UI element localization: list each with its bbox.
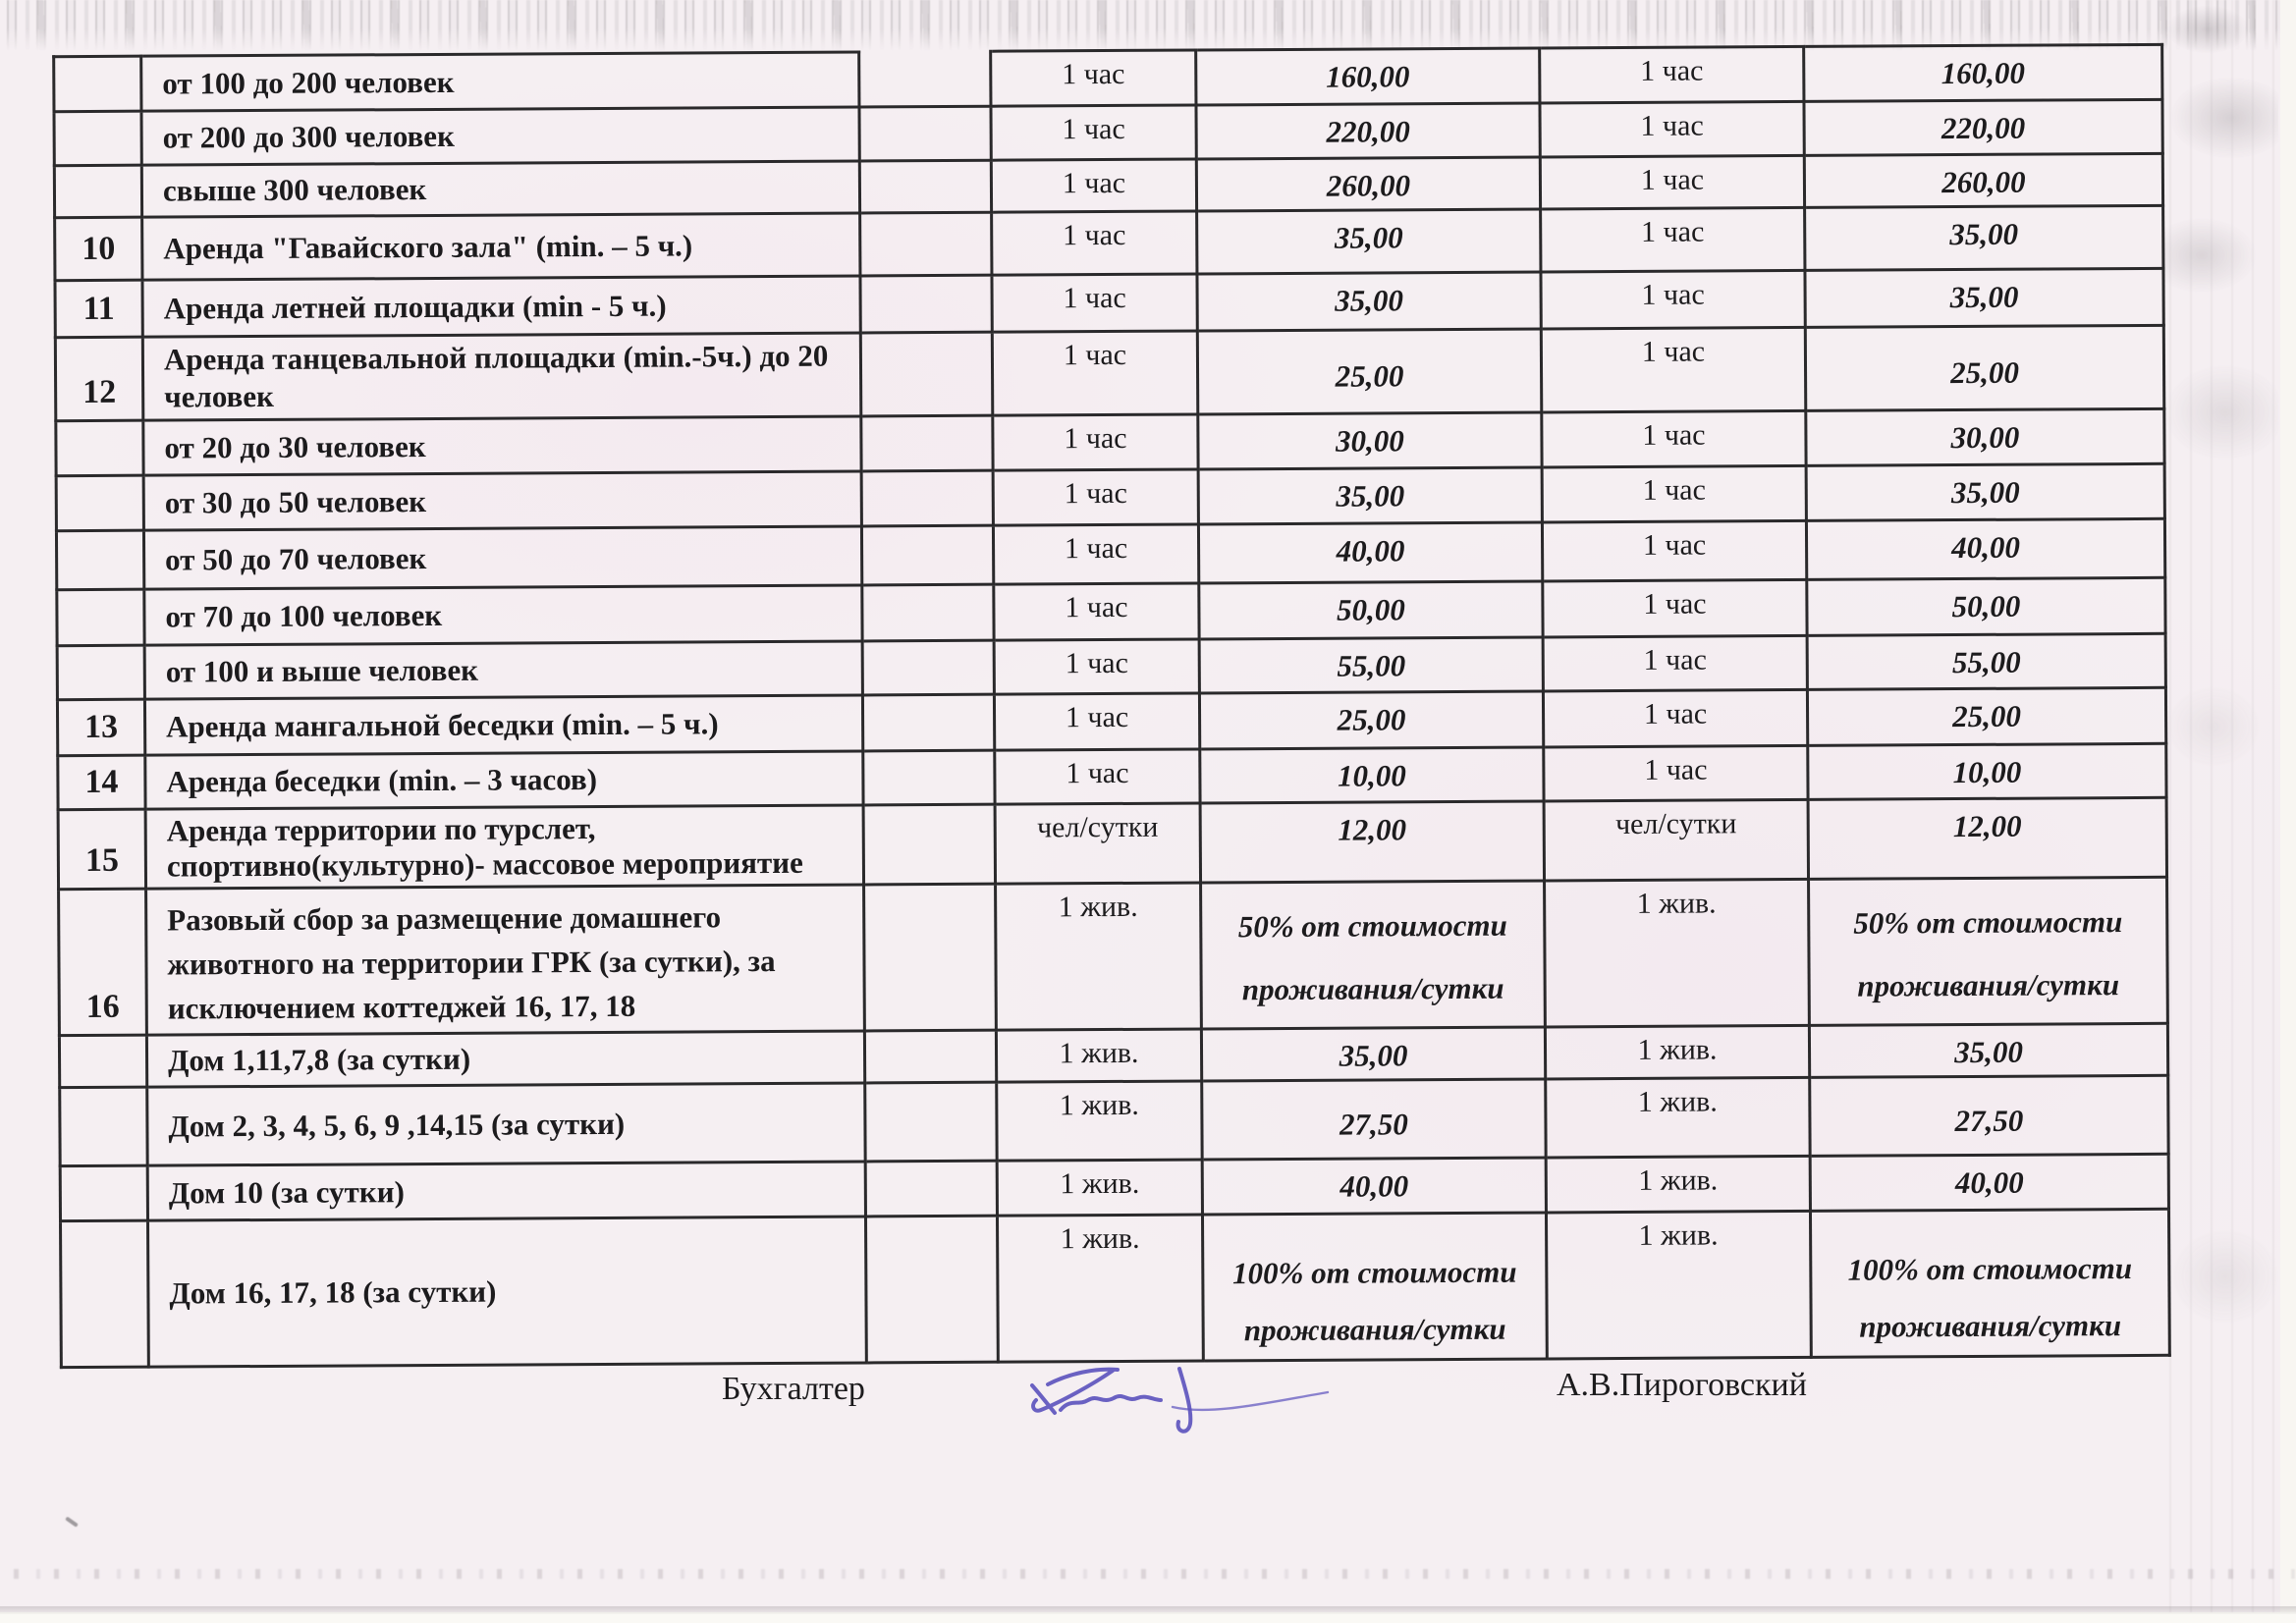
unit-cell: 1 час xyxy=(995,749,1200,804)
unit2-cell: 1 час xyxy=(1543,689,1807,747)
desc-cell: Аренда летней площадки (min - 5 ч.) xyxy=(142,276,860,337)
price2-cell: 30,00 xyxy=(1806,408,2164,465)
unit2-cell: 1 час xyxy=(1543,635,1807,691)
unit2-cell: 1 час xyxy=(1540,46,1804,103)
price-cell: 160,00 xyxy=(1196,48,1540,105)
price-cell: 55,00 xyxy=(1199,637,1543,693)
num-cell xyxy=(61,1220,149,1368)
unit2-cell: 1 час xyxy=(1541,207,1805,272)
spacer-cell xyxy=(861,525,993,585)
price2-cell: 50% от стоимости проживания/сутки xyxy=(1809,877,2168,1025)
price2-cell: 10,00 xyxy=(1808,743,2166,799)
price-cell: 40,00 xyxy=(1198,522,1542,583)
desc-cell: от 20 до 30 человек xyxy=(143,416,861,475)
spacer-cell xyxy=(864,884,997,1031)
price2-cell: 40,00 xyxy=(1806,518,2164,579)
unit2-cell: 1 жив. xyxy=(1546,1156,1810,1213)
tariff-table xyxy=(52,43,2171,1369)
unit2-cell: 1 час xyxy=(1542,520,1806,581)
num-cell xyxy=(56,420,143,476)
unit-cell: 1 час xyxy=(991,50,1196,106)
accountant-role-label: Бухгалтер xyxy=(722,1371,865,1407)
unit-cell: 1 час xyxy=(992,274,1197,332)
spacer-cell xyxy=(862,584,994,641)
accountant-name: А.В.Пироговский xyxy=(1557,1367,1807,1403)
unit-cell: 1 час xyxy=(993,524,1198,584)
num-cell xyxy=(54,56,141,112)
desc-cell: от 100 и выше человек xyxy=(144,641,862,699)
unit-cell: 1 час xyxy=(991,159,1196,212)
desc-cell: Аренда "Гавайского зала" (min. – 5 ч.) xyxy=(142,213,860,280)
price2-cell: 25,00 xyxy=(1807,687,2165,745)
desc-cell: от 200 до 300 человек xyxy=(141,107,859,165)
unit2-cell: 1 час xyxy=(1541,270,1805,329)
spacer-cell xyxy=(860,275,992,333)
desc-cell: Дом 16, 17, 18 (за сутки) xyxy=(148,1217,867,1367)
spacer-cell xyxy=(861,470,993,526)
price-cell: 35,00 xyxy=(1197,209,1541,274)
spacer-cell xyxy=(863,750,995,805)
unit2-cell: 1 жив. xyxy=(1546,1211,1811,1359)
unit-cell: 1 час xyxy=(992,211,1197,275)
price2-cell: 35,00 xyxy=(1806,463,2164,520)
scan-artifact-right-bleedthrough xyxy=(2160,0,2278,1612)
unit-cell: 1 жив. xyxy=(997,1160,1202,1216)
price-cell: 30,00 xyxy=(1198,412,1542,469)
tariff-table-body xyxy=(54,44,2170,1367)
desc-cell: свыше 300 человек xyxy=(141,161,859,217)
unit-cell: 1 жив. xyxy=(997,1081,1202,1161)
num-cell xyxy=(54,165,141,218)
spacer-cell xyxy=(865,1082,997,1162)
price-cell: 35,00 xyxy=(1198,467,1542,524)
unit2-cell: 1 час xyxy=(1541,327,1805,412)
price2-cell: 25,00 xyxy=(1805,325,2163,410)
price-cell: 50% от стоимости проживания/сутки xyxy=(1201,881,1546,1029)
desc-cell: от 70 до 100 человек xyxy=(144,585,862,645)
desc-cell: Аренда танцевальной площадки (min.-5ч.) до 20 человек xyxy=(142,333,860,420)
price-cell: 100% от стоимости проживания/сутки xyxy=(1202,1213,1547,1361)
price2-cell: 40,00 xyxy=(1810,1154,2168,1211)
spacer-cell xyxy=(859,106,991,161)
desc-cell: от 30 до 50 человек xyxy=(143,471,861,530)
desc-cell: от 50 до 70 человек xyxy=(143,526,861,589)
price2-cell: 35,00 xyxy=(1805,268,2163,327)
desc-cell: Аренда территории по турслет, спортивно(культурно)- массовое мероприятие xyxy=(145,805,863,889)
desc-cell: Дом 2, 3, 4, 5, 6, 9 ,14,15 (за сутки) xyxy=(147,1083,865,1165)
price-cell: 25,00 xyxy=(1197,329,1541,414)
unit2-cell: 1 жив. xyxy=(1545,1025,1809,1079)
unit2-cell: 1 час xyxy=(1540,101,1804,157)
unit-cell: 1 жив. xyxy=(996,1029,1201,1082)
unit2-cell: 1 час xyxy=(1540,155,1804,209)
price2-cell: 12,00 xyxy=(1808,797,2166,879)
price2-cell: 160,00 xyxy=(1804,44,2162,101)
price2-cell: 220,00 xyxy=(1804,99,2162,155)
scan-artifact-bottom-dashes xyxy=(0,1569,2296,1579)
price2-cell: 35,00 xyxy=(1809,1023,2167,1077)
desc-cell: Разовый сбор за размещение домашнего животного на территории ГРК (за сутки), за исключением коттеджей 16, 17, 18 xyxy=(146,885,865,1035)
price-cell: 12,00 xyxy=(1200,801,1544,883)
unit-cell: 1 час xyxy=(994,583,1199,640)
signature-scribble xyxy=(1000,1341,1343,1454)
num-cell: 15 xyxy=(58,809,145,890)
spacer-cell xyxy=(865,1216,998,1363)
table-row xyxy=(58,797,2166,889)
unit2-cell: 1 час xyxy=(1543,579,1807,637)
unit-cell: чел/сутки xyxy=(995,803,1200,884)
unit-cell: 1 жив. xyxy=(996,883,1202,1030)
num-cell: 14 xyxy=(58,755,145,810)
unit-cell: 1 час xyxy=(992,331,1197,415)
unit-cell: 1 час xyxy=(991,105,1196,160)
num-cell: 16 xyxy=(59,889,147,1036)
desc-cell: Дом 10 (за сутки) xyxy=(147,1162,865,1220)
num-cell xyxy=(59,1035,146,1088)
num-cell xyxy=(56,530,143,590)
unit2-cell: 1 час xyxy=(1542,465,1806,522)
desc-cell: Аренда беседки (min. – 3 часов) xyxy=(145,751,863,809)
unit-cell: 1 час xyxy=(994,693,1199,750)
desc-cell: от 100 до 200 человек xyxy=(141,52,859,111)
price-cell: 27,50 xyxy=(1202,1079,1546,1160)
unit2-cell: 1 час xyxy=(1542,410,1806,467)
unit2-cell: 1 жив. xyxy=(1545,879,1810,1027)
spacer-cell xyxy=(862,694,994,751)
paper-bottom-edge xyxy=(0,1606,2296,1614)
price-cell: 220,00 xyxy=(1196,103,1540,159)
price2-cell: 55,00 xyxy=(1807,633,2165,689)
num-cell xyxy=(60,1165,147,1221)
table-row xyxy=(55,325,2163,420)
unit-cell: 1 жив. xyxy=(997,1215,1203,1362)
num-cell: 10 xyxy=(55,217,142,281)
unit-cell: 1 час xyxy=(993,469,1198,525)
num-cell: 12 xyxy=(55,337,142,421)
spacer-cell xyxy=(859,160,991,213)
unit2-cell: 1 жив. xyxy=(1546,1077,1810,1158)
num-cell xyxy=(57,589,144,646)
price2-cell: 260,00 xyxy=(1804,153,2162,207)
unit2-cell: чел/сутки xyxy=(1544,799,1808,881)
unit2-cell: 1 час xyxy=(1544,745,1808,801)
price-cell: 25,00 xyxy=(1199,691,1543,749)
unit-cell: 1 час xyxy=(993,414,1198,470)
num-cell xyxy=(56,475,143,531)
desc-cell: Дом 1,11,7,8 (за сутки) xyxy=(146,1031,864,1087)
price2-cell: 35,00 xyxy=(1805,205,2163,270)
price-cell: 260,00 xyxy=(1196,157,1540,211)
unit-cell: 1 час xyxy=(994,639,1199,694)
price2-cell: 27,50 xyxy=(1810,1075,2168,1156)
spacer-cell xyxy=(865,1161,997,1217)
spacer-cell xyxy=(861,415,993,471)
spacer-cell xyxy=(863,804,995,885)
table-row xyxy=(59,877,2168,1035)
scan-edge-right xyxy=(2280,0,2296,1612)
spacer-cell xyxy=(864,1030,996,1083)
spacer-cell xyxy=(862,640,994,695)
price-cell: 40,00 xyxy=(1202,1158,1546,1215)
price2-cell: 100% от стоимости проживания/сутки xyxy=(1810,1209,2169,1357)
num-cell xyxy=(60,1087,147,1166)
num-cell xyxy=(54,111,141,166)
price-cell: 35,00 xyxy=(1201,1027,1545,1081)
num-cell xyxy=(57,645,144,700)
spacer-cell xyxy=(860,332,992,416)
num-cell: 11 xyxy=(55,280,142,338)
price-cell: 10,00 xyxy=(1200,747,1544,803)
price-cell: 35,00 xyxy=(1197,272,1541,331)
desc-cell: Аренда мангальной беседки (min. – 5 ч.) xyxy=(144,695,862,755)
table-row xyxy=(60,1075,2168,1165)
spacer-cell xyxy=(859,51,991,107)
price2-cell: 50,00 xyxy=(1807,577,2165,635)
price-cell: 50,00 xyxy=(1199,581,1543,639)
spacer-cell xyxy=(860,212,992,276)
num-cell: 13 xyxy=(57,699,144,756)
